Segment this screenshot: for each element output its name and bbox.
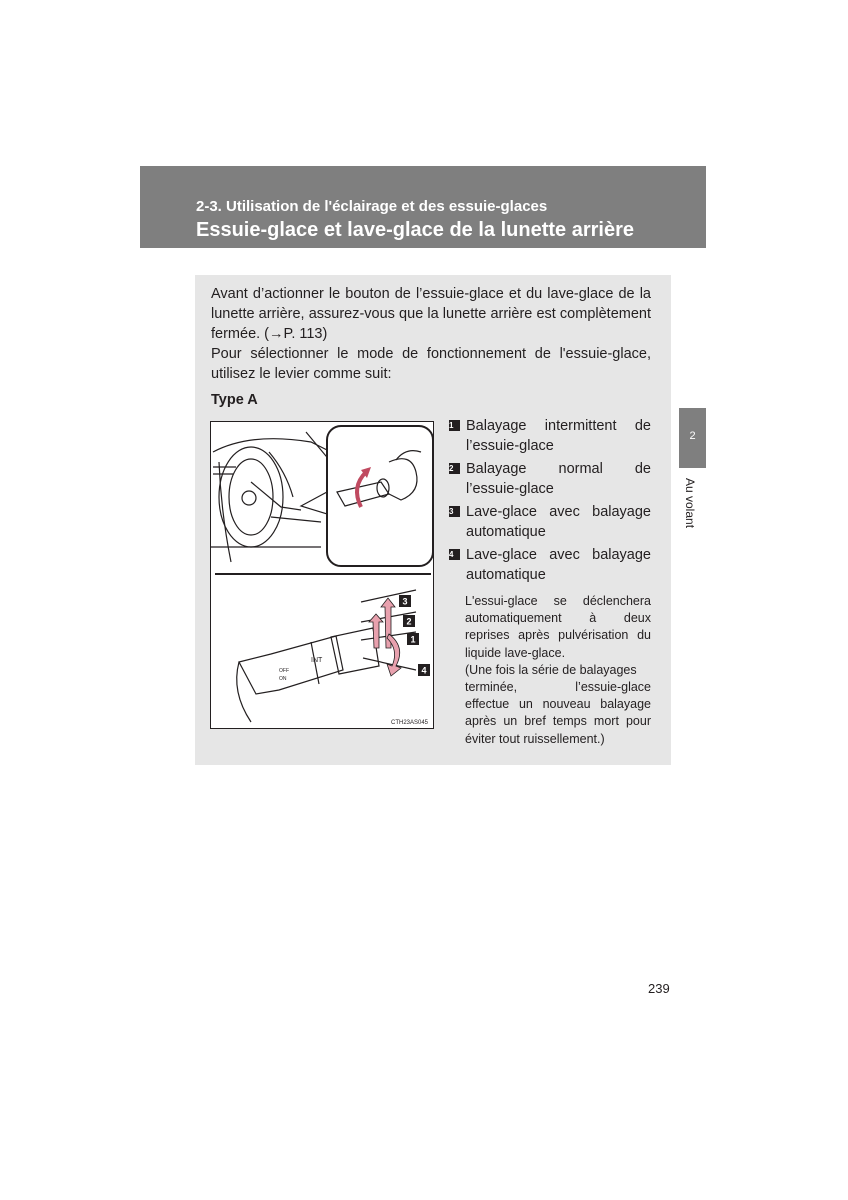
item-number-3: 3	[449, 506, 460, 517]
list-item	[449, 545, 651, 585]
chapter-tab	[679, 408, 706, 468]
content-panel	[195, 275, 671, 765]
type-heading: Type A	[211, 392, 258, 408]
item-text-cont: l’essuie-glace	[466, 481, 554, 497]
intro-paragraph-2: Pour sélectionner le mode de fonctionnement de l'essuie-glace, utilisez le levier comme suit:	[211, 346, 651, 382]
lever-label-off: OFF	[279, 668, 289, 674]
lever-label-on: ON	[279, 676, 287, 682]
page-title: Essuie-glace et lave-glace de la lunette arrière	[196, 219, 634, 241]
item-text-cont: automatique	[466, 567, 546, 583]
figure-code: CTH23AS045	[391, 720, 429, 726]
item-number-2: 2	[449, 463, 460, 474]
chapter-label: Au volant	[683, 478, 697, 529]
wiper-lever-illustration	[210, 421, 434, 729]
mode-list	[449, 416, 651, 588]
item-text: Lave-glace avec balayage	[466, 547, 651, 563]
note-line: éviter tout ruissellement.)	[465, 731, 605, 746]
note-line: effectue un nouveau balayage	[465, 697, 651, 712]
chapter-header	[140, 166, 706, 248]
callout-2: 2	[406, 616, 412, 627]
item-text: Lave-glace avec balayage	[466, 504, 651, 520]
chapter-number: 2	[689, 430, 696, 442]
wash-note	[465, 593, 651, 748]
item-text-cont: automatique	[466, 524, 546, 540]
intro-text	[211, 284, 651, 384]
note-line: reprises après pulvérisation du	[465, 628, 651, 643]
list-item	[449, 459, 651, 499]
list-item	[449, 502, 651, 542]
item-text: Balayage intermittent de	[466, 418, 651, 434]
item-number-4: 4	[449, 549, 460, 560]
callout-4: 4	[421, 665, 427, 676]
item-number-1: 1	[449, 420, 460, 431]
item-text-cont: l’essuie-glace	[466, 438, 554, 454]
note-line: (Une fois la série de balayages	[465, 662, 637, 677]
page-number: 239	[648, 981, 670, 996]
intro-paragraph-1: Avant d’actionner le bouton de l’essuie-glace et du lave-glace de la lunette arrière, assurez-vous que la lunette arrière est complètement fermée. (→P. 113)	[211, 286, 651, 342]
list-item	[449, 416, 651, 456]
lever-diagram	[211, 422, 434, 729]
item-text: Balayage normal de	[466, 461, 651, 477]
note-line: automatiquement à deux	[465, 611, 651, 626]
note-line: terminée, l’essuie-glace	[465, 680, 651, 695]
lever-label-int: INT	[311, 657, 323, 664]
section-heading: 2-3. Utilisation de l'éclairage et des essuie-glaces	[196, 198, 548, 215]
note-line: après un bref temps mort pour	[465, 714, 651, 729]
callout-1: 1	[410, 634, 416, 645]
note-line: L'essui-glace se déclenchera	[465, 594, 651, 608]
callout-3: 3	[402, 596, 408, 607]
note-line: liquide lave-glace.	[465, 645, 566, 660]
